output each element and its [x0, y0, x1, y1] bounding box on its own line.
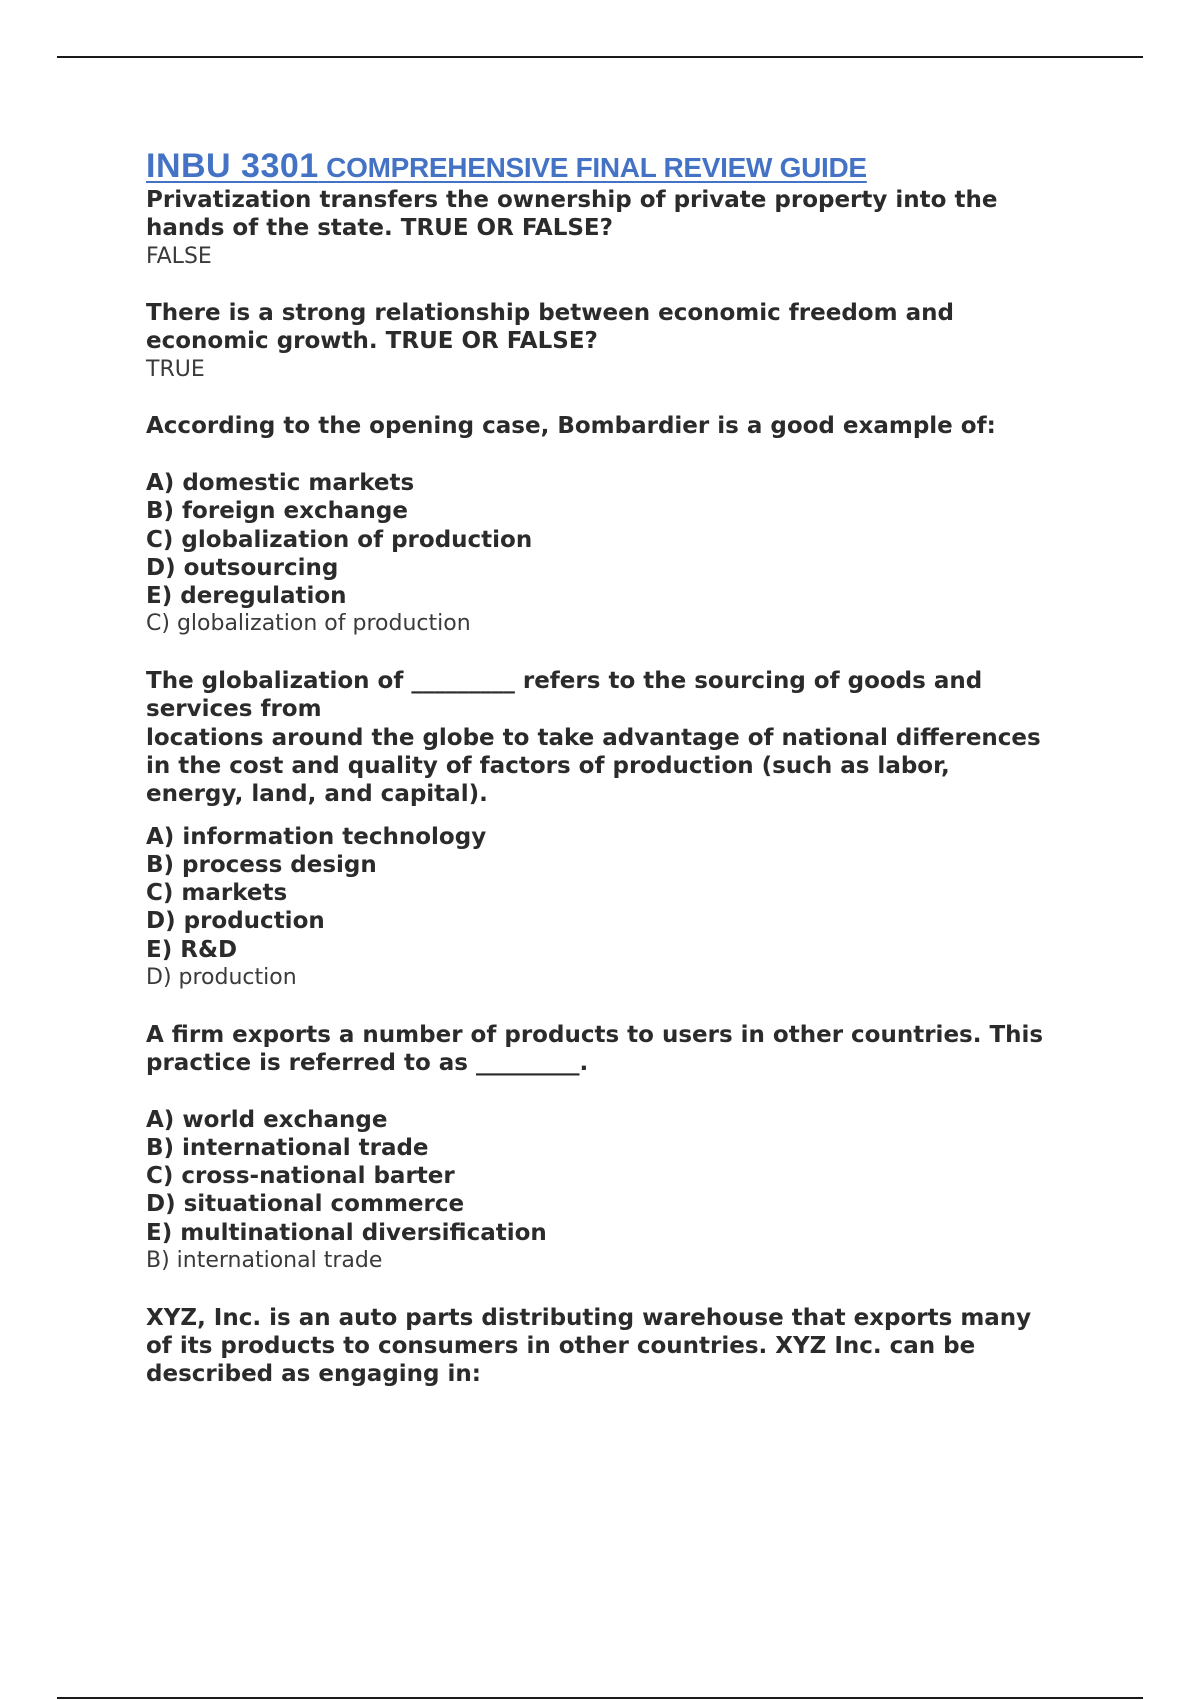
- question-text: [146, 1021, 1096, 1078]
- option-item: D) situational commerce: [146, 1191, 465, 1218]
- option-item: B) international trade: [146, 1134, 429, 1161]
- option-item: B) process design: [146, 851, 377, 878]
- question-line: of its products to consumers in other countries. XYZ Inc. can be: [146, 1332, 976, 1359]
- question-line: Privatization transfers the ownership of private property into the: [146, 187, 998, 213]
- question-line: services from: [146, 696, 322, 723]
- option-item: E) multinational diversification: [146, 1219, 547, 1246]
- question-line: locations around the globe to take advantage of national differences: [146, 724, 1041, 751]
- answer-text: B) international trade: [146, 1247, 383, 1273]
- question-text: [146, 186, 1096, 243]
- question-block: [146, 1304, 1096, 1389]
- bottom-rule: [57, 1697, 1143, 1699]
- top-rule: [57, 56, 1143, 58]
- question-line: energy, land, and capital).: [146, 781, 488, 808]
- question-block: [146, 412, 1096, 638]
- question-line: According to the opening case, Bombardier is a good example of:: [146, 413, 996, 440]
- question-line: described as engaging in:: [146, 1361, 481, 1388]
- document-title: [146, 146, 1096, 186]
- question-text: [146, 667, 1096, 808]
- question-line: in the cost and quality of factors of production (such as labor,: [146, 752, 950, 779]
- option-item: A) information technology: [146, 823, 487, 850]
- question-block: [146, 667, 1096, 992]
- question-block: [146, 1021, 1096, 1276]
- answer-text: C) globalization of production: [146, 611, 471, 637]
- answer-text: TRUE: [146, 356, 205, 382]
- option-item: E) R&D: [146, 936, 238, 963]
- document-body: [146, 146, 1096, 1388]
- question-line: XYZ, Inc. is an auto parts distributing warehouse that exports many: [146, 1304, 1032, 1331]
- question-line: The globalization of _________ refers to the sourcing of goods and: [146, 668, 983, 695]
- question-block: [146, 299, 1096, 384]
- option-item: E) deregulation: [146, 583, 347, 610]
- option-item: C) markets: [146, 880, 288, 907]
- question-line: There is a strong relationship between economic freedom and: [146, 300, 954, 327]
- question-block: [146, 186, 1096, 271]
- answer-text: D) production: [146, 965, 297, 991]
- question-line: practice is referred to as _________.: [146, 1049, 589, 1076]
- question-text: [146, 412, 1096, 440]
- option-item: B) foreign exchange: [146, 498, 408, 525]
- option-item: D) outsourcing: [146, 554, 339, 581]
- title-course-code: INBU 3301: [146, 147, 319, 185]
- options-list: [146, 823, 1096, 964]
- options-list: [146, 469, 1096, 610]
- question-line: hands of the state. TRUE OR FALSE?: [146, 215, 613, 242]
- title-text: COMPREHENSIVE FINAL REVIEW GUIDE: [318, 152, 867, 183]
- option-item: A) world exchange: [146, 1106, 388, 1133]
- options-list: [146, 1106, 1096, 1247]
- question-text: [146, 299, 1096, 356]
- option-item: C) cross-national barter: [146, 1163, 455, 1190]
- option-item: A) domestic markets: [146, 469, 415, 496]
- question-line: A firm exports a number of products to users in other countries. This: [146, 1021, 1044, 1048]
- option-item: D) production: [146, 908, 325, 935]
- question-line: economic growth. TRUE OR FALSE?: [146, 328, 598, 355]
- option-item: C) globalization of production: [146, 526, 533, 553]
- answer-text: FALSE: [146, 243, 212, 269]
- question-text: [146, 1304, 1096, 1389]
